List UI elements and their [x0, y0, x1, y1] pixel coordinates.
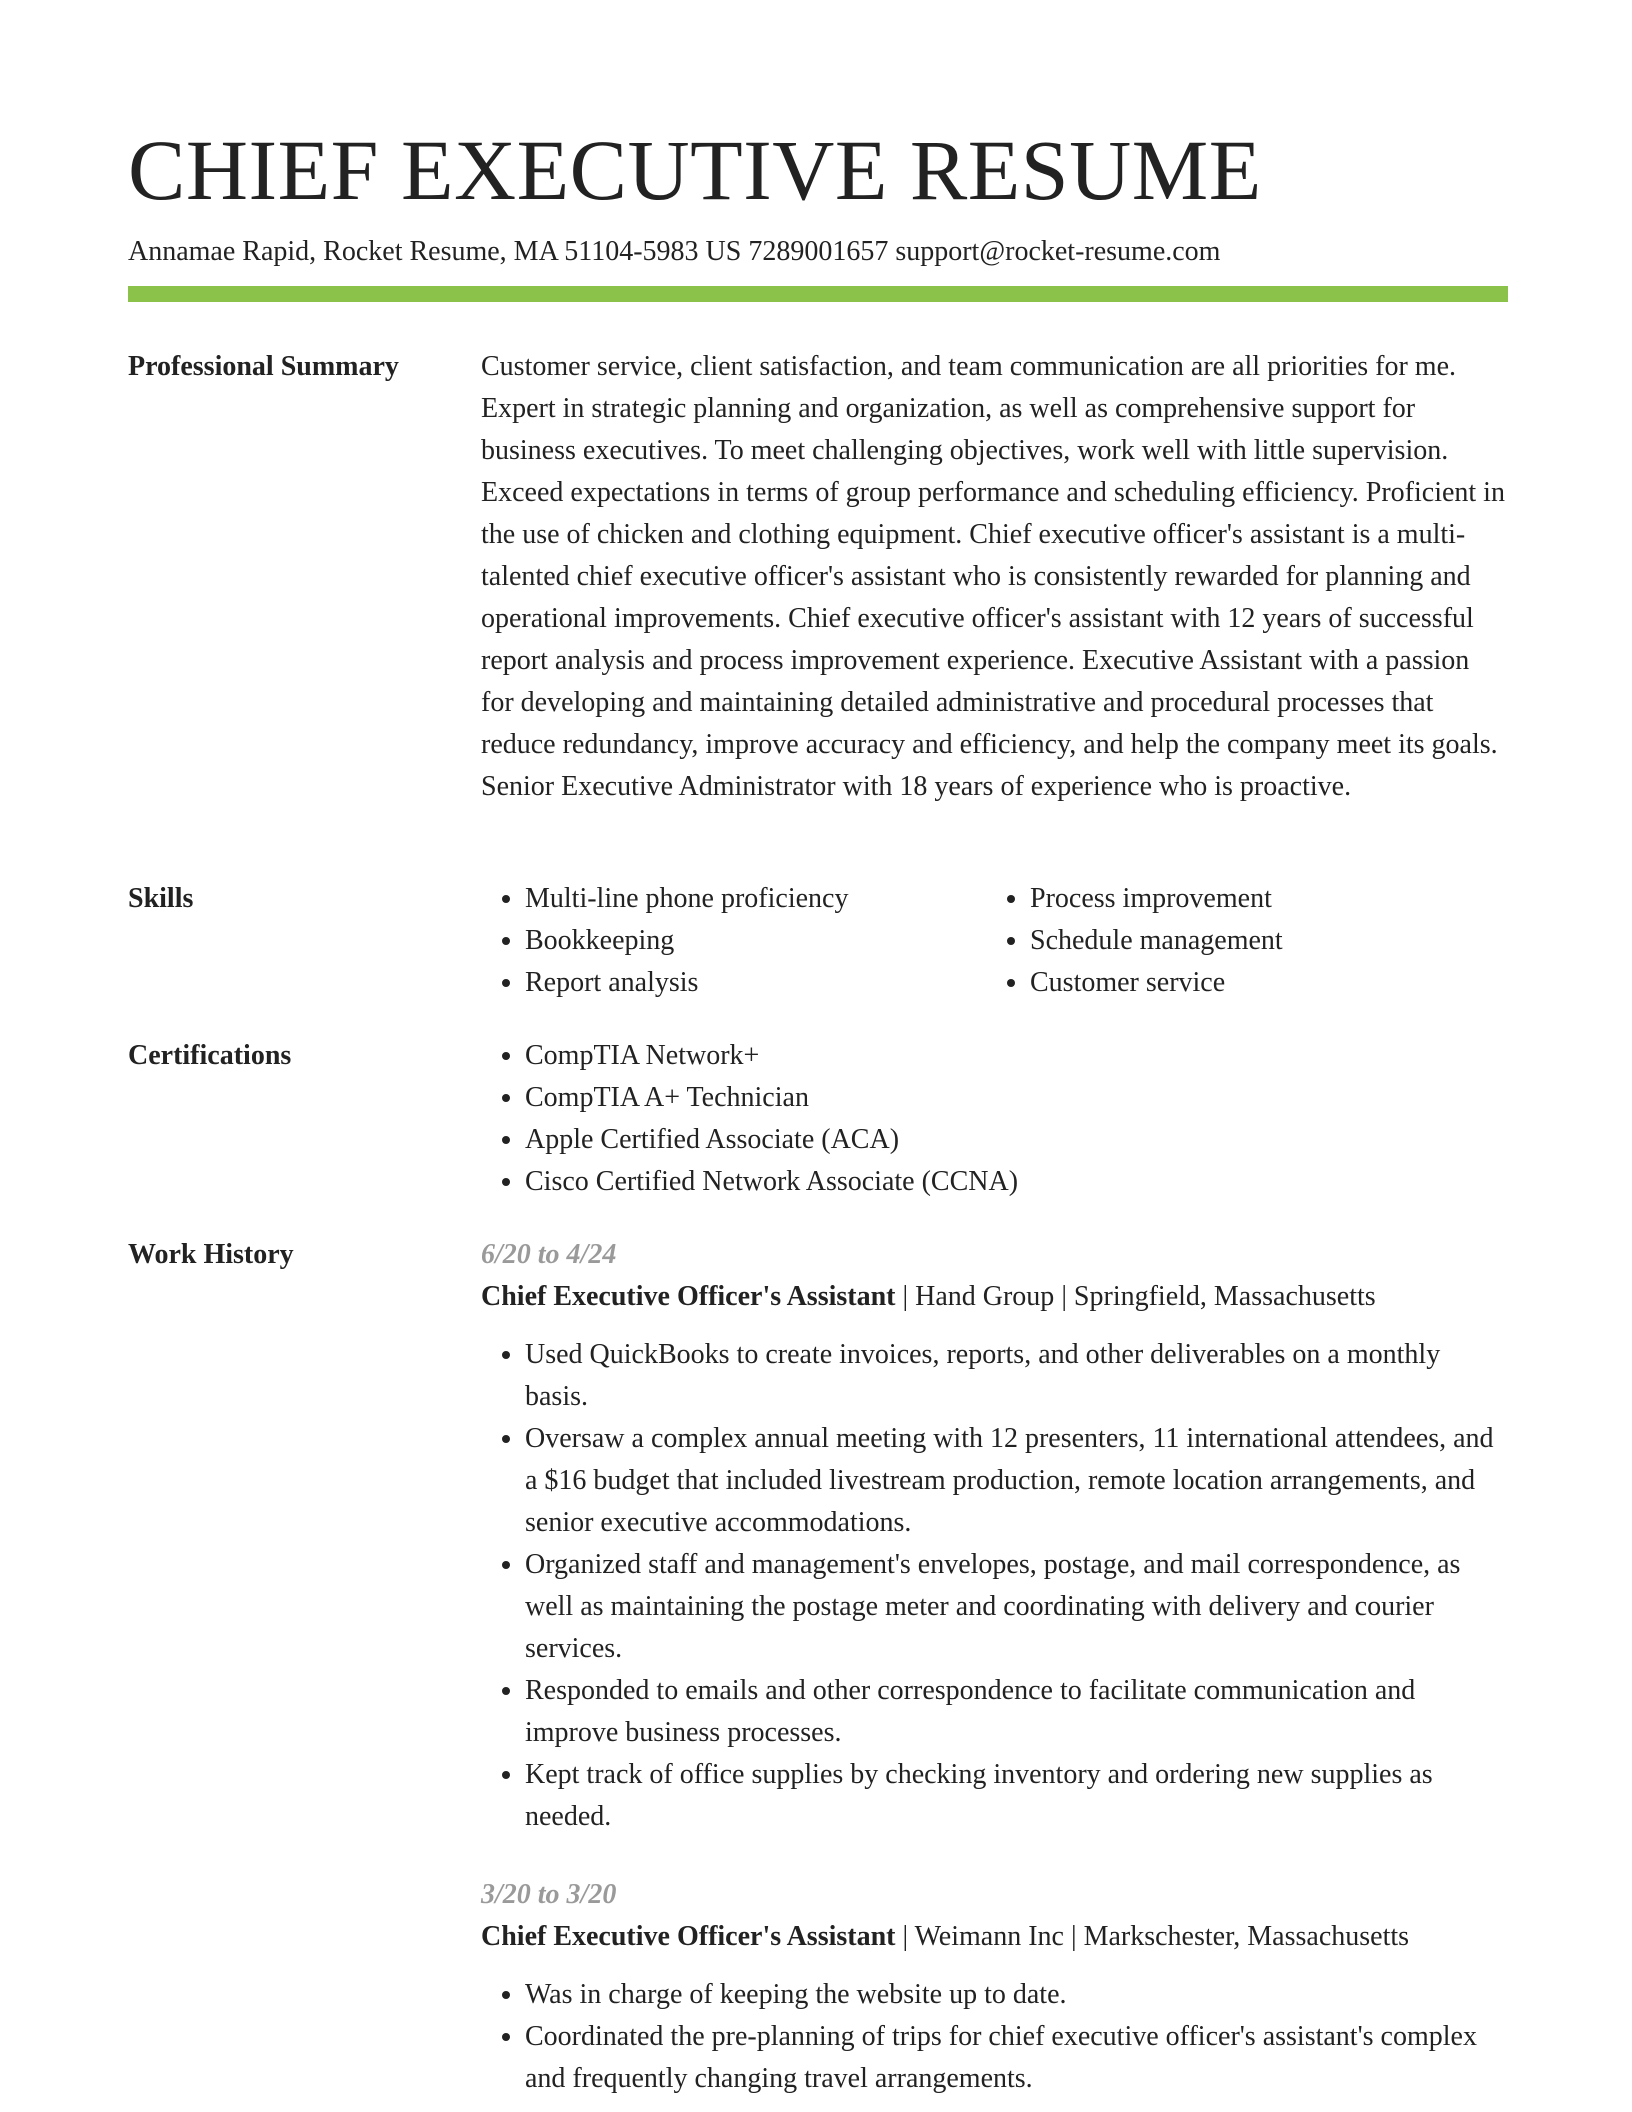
job-bullet: • Used QuickBooks to create invoices, reports, and other deliverables on a monthly basis.	[525, 1334, 1508, 1418]
certification-item: • Apple Certified Associate (ACA)	[525, 1119, 1508, 1161]
job-bullet: • Kept track of office supplies by checking inventory and ordering new supplies as needed.	[525, 1754, 1508, 1838]
job-date: 6/20 to 4/24	[481, 1239, 617, 1270]
skill-item: • Customer service	[1030, 962, 1491, 1004]
job-company: Hand Group	[915, 1281, 1055, 1312]
job-bullet: • Organized staff and management's envelopes, postage, and mail correspondence, as well as maintaining the postage meter and coordinating with delivery and courier services.	[525, 1544, 1508, 1670]
job-title: Chief Executive Officer's Assistant	[481, 1921, 896, 1952]
job-bullet: • Oversaw a complex annual meeting with 12 presenters, 11 international attendees, and a $16 budget that included livestream production, remote location arrangements, and senior executive accommodations.	[525, 1418, 1508, 1544]
job-bullet: • Was in charge of keeping the website up to date.	[525, 1974, 1508, 2016]
job-location: Markschester, Massachusetts	[1083, 1921, 1410, 1952]
job-bullet: • Coordinated the pre-planning of trips for chief executive officer's assistant's complex and frequently changing travel arrangements.	[525, 2016, 1508, 2100]
job-bullets	[481, 1974, 1508, 2100]
job-title: Chief Executive Officer's Assistant	[481, 1281, 896, 1312]
job-date: 3/20 to 3/20	[481, 1879, 617, 1910]
job-location: Springfield, Massachusetts	[1073, 1281, 1376, 1312]
job-entry	[481, 1234, 1508, 1838]
job-separator: |	[1061, 1281, 1067, 1312]
work-history-body	[481, 1234, 1508, 2100]
skill-item: • Process improvement	[1030, 878, 1491, 920]
summary-text: Customer service, client satisfaction, and team communication are all priorities for me. Expert in strategic planning and organization, as well as comprehensive support for business executives. To meet challenging objectives, work well with little supervision. Exceed expectations in terms of group performance and scheduling efficiency. Proficient in the use of chicken and clothing equipment. Chief executive officer's assistant is a multi-talented chief executive officer's assistant who is consistently rewarded for planning and operational improvements. Chief executive officer's assistant with 12 years of successful report analysis and process improvement experience. Executive Assistant with a passion for developing and maintaining detailed administrative and procedural processes that reduce redundancy, improve accuracy and efficiency, and help the company meet its goals. Senior Executive Administrator with 18 years of experience who is proactive.	[481, 351, 1505, 802]
job-bullets	[481, 1334, 1508, 1838]
contact-line: Annamae Rapid, Rocket Resume, MA 51104-5983 US 7289001657 support@rocket-resume.com	[128, 236, 1221, 267]
page-title: CHIEF EXECUTIVE RESUME	[128, 122, 1262, 218]
resume-header	[128, 118, 1508, 270]
section-label-summary: Professional Summary	[128, 351, 399, 382]
job-separator: |	[902, 1921, 909, 1952]
certification-item: • CompTIA A+ Technician	[525, 1077, 1508, 1119]
skills-body	[481, 878, 1508, 1004]
job-separator: |	[1070, 1921, 1077, 1952]
certifications-list	[481, 1035, 1508, 1203]
skill-item: • Bookkeeping	[525, 920, 986, 962]
skill-item: • Report analysis	[525, 962, 986, 1004]
job-heading	[481, 1276, 1508, 1318]
job-bullet: • Responded to emails and other correspondence to facilitate communication and improve business processes.	[525, 1670, 1508, 1754]
section-label-skills: Skills	[128, 883, 194, 914]
skills-grid	[481, 878, 1508, 1004]
section-label-work-history: Work History	[128, 1239, 294, 1270]
job-entry	[481, 1874, 1508, 2100]
certification-item: • Cisco Certified Network Associate (CCNA)	[525, 1161, 1508, 1203]
skill-item: • Multi-line phone proficiency	[525, 878, 986, 920]
skills-list-left	[481, 878, 986, 1004]
skill-item: • Schedule management	[1030, 920, 1491, 962]
certifications-body	[481, 1035, 1508, 1203]
job-company: Weimann Inc	[914, 1921, 1064, 1952]
section-label-certifications: Certifications	[128, 1040, 292, 1071]
job-separator: |	[902, 1281, 909, 1312]
summary-body	[481, 346, 1508, 808]
certification-item: • CompTIA Network+	[525, 1035, 1508, 1077]
job-heading	[481, 1916, 1508, 1958]
skills-list-right	[986, 878, 1491, 1004]
accent-divider	[128, 286, 1508, 302]
